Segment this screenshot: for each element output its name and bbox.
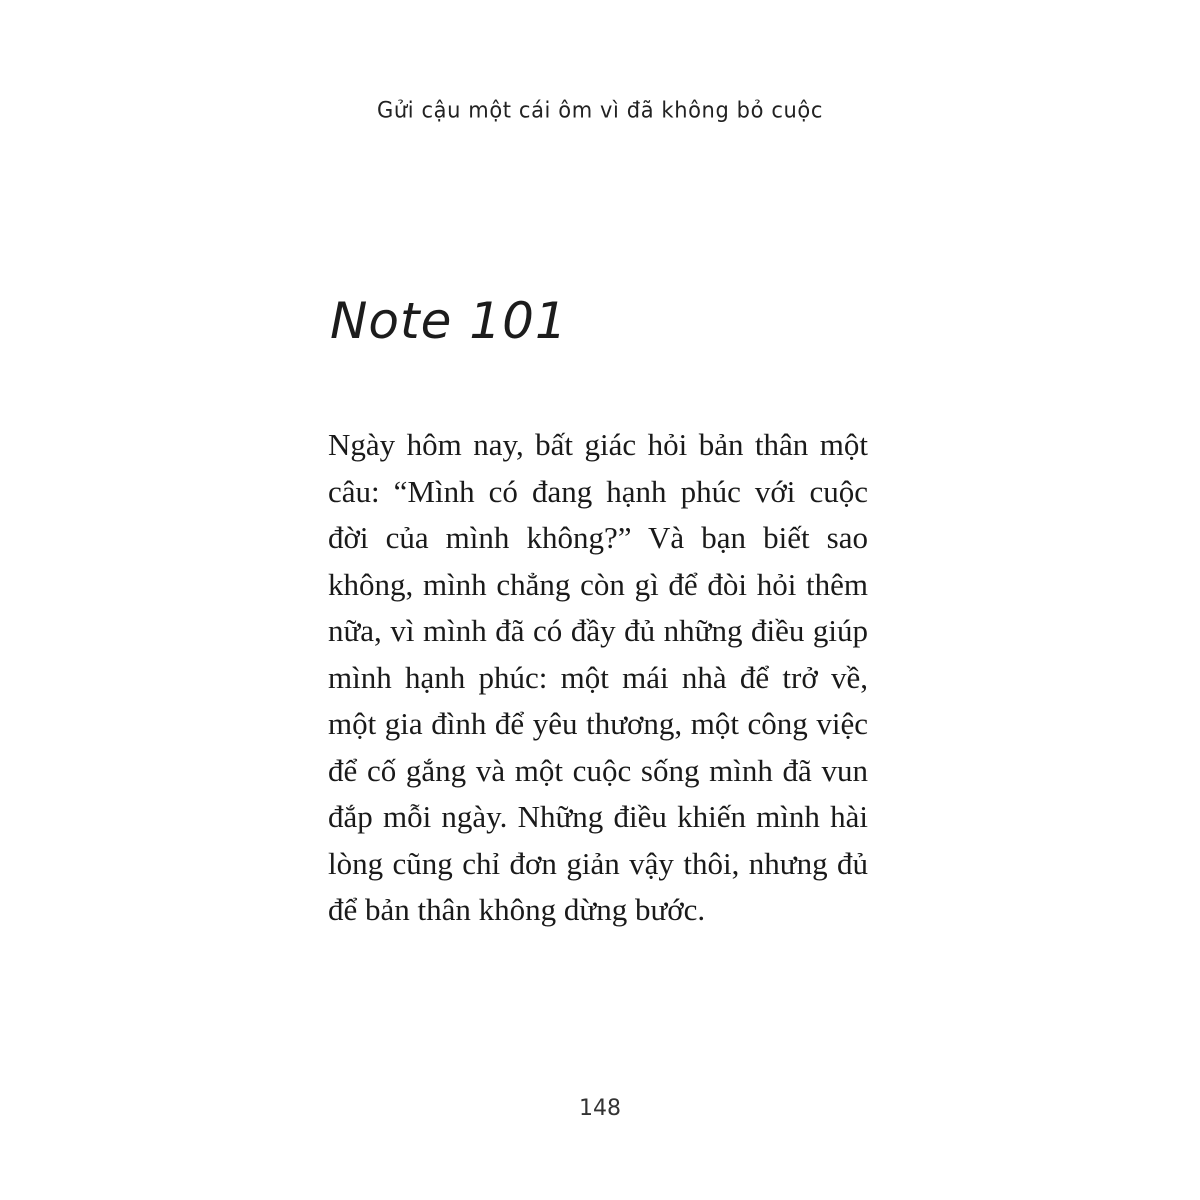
page-number: 148 (579, 1096, 621, 1121)
note-title: Note 101 (330, 292, 568, 350)
note-body: Ngày hôm nay, bất giác hỏi bản thân một câu: “Mình có đang hạnh phúc với cuộc đời của mình không?” Và bạn biết sao không, mình chẳng còn gì để đòi hỏi thêm nữa, vì mình đã có đầy đủ những điều giúp mình hạnh phúc: một mái nhà để trở về, một gia đình để yêu thương, một công việc để cố gắng và một cuộc sống mình đã vun đắp mỗi ngày. Những điều khiến mình hài lòng cũng chỉ đơn giản vậy thôi, nhưng đủ để bản thân không dừng bước. (328, 427, 868, 927)
running-header: Gửi cậu một cái ôm vì đã không bỏ cuộc (377, 97, 823, 123)
